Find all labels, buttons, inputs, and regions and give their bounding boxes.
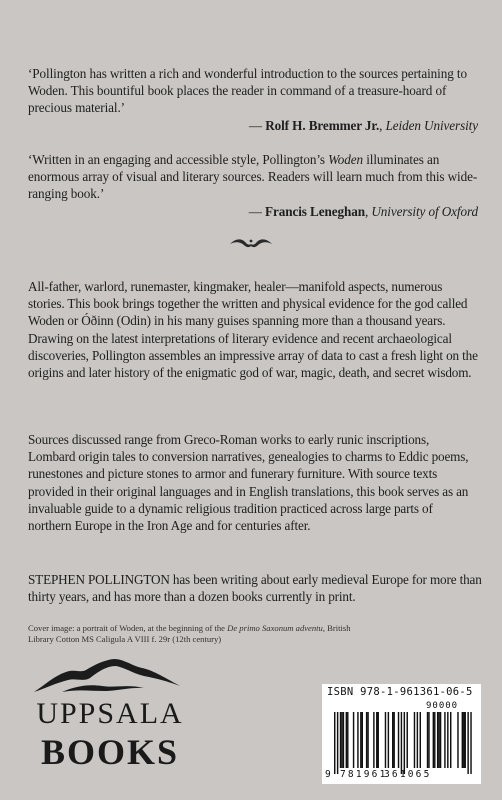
quote-2-text: ‘Written in an engaging and accessible style, Pollington’s Woden illuminates an enormous array of visual and literary sources. Readers will learn much from this wide-ranging book.’ bbox=[28, 152, 478, 201]
barcode-bar bbox=[407, 712, 408, 768]
mountain-logo-icon bbox=[32, 656, 182, 696]
barcode-bar bbox=[388, 712, 389, 768]
author-name: STEPHEN POLLINGTON bbox=[28, 572, 170, 587]
barcode-bar bbox=[444, 712, 445, 768]
quote-1-name: Rolf H. Bremmer Jr. bbox=[265, 118, 380, 133]
barcode-bar bbox=[463, 712, 464, 768]
barcode-panel bbox=[322, 684, 481, 784]
barcode-bar bbox=[404, 712, 405, 774]
description-paragraph-2: Sources discussed range from Greco-Roman works to early runic inscriptions, Lombard origin tales to conversion narratives, genealogies to charms to Eddic poems, runestones and picture stones to armor and funerary furniture. With source texts provided in their original languages and in English translations, this book serves as an invaluable guide to a dynamic religious tradition practiced across large parts of northern Europe in the Iron Age and for centuries after. bbox=[28, 432, 469, 534]
barcode-bar bbox=[398, 712, 399, 768]
publisher-name-line2: BOOKS bbox=[40, 732, 180, 772]
barcode-bar bbox=[467, 712, 468, 774]
barcode-bar bbox=[433, 712, 434, 768]
barcode-bar bbox=[385, 712, 386, 768]
quote-1-attribution: — Rolf H. Bremmer Jr., Leiden University bbox=[248, 118, 478, 133]
barcode-bar bbox=[440, 712, 441, 768]
barcode-bar bbox=[393, 712, 394, 768]
barcode-bar bbox=[420, 712, 421, 768]
barcode-bar bbox=[334, 712, 335, 774]
barcode-bar bbox=[373, 712, 374, 768]
barcode-bar bbox=[343, 712, 344, 768]
ornament-divider-icon bbox=[228, 237, 274, 251]
quote-2-name: Francis Leneghan bbox=[265, 204, 365, 219]
barcode-bar bbox=[340, 712, 341, 768]
barcode-bar bbox=[450, 712, 451, 768]
publisher-name-line1: UPPSALA bbox=[36, 697, 184, 730]
barcode-bar bbox=[434, 712, 435, 768]
ean-left-group: 781961 bbox=[340, 769, 388, 780]
barcode-bar bbox=[337, 712, 338, 774]
quote-1-institution: Leiden University bbox=[385, 118, 478, 133]
barcode-bar bbox=[427, 712, 428, 768]
barcode-bar bbox=[462, 712, 463, 768]
price-code: 90000 bbox=[426, 701, 459, 711]
blurb-quote-2 bbox=[28, 151, 478, 220]
barcode-bar bbox=[417, 712, 418, 768]
barcode-bar bbox=[347, 712, 348, 768]
barcode-bar bbox=[346, 712, 347, 768]
blurb-quote-1 bbox=[28, 65, 478, 134]
barcode-bar bbox=[438, 712, 439, 768]
isbn-label: ISBN 978-1-961361-06-5 bbox=[327, 686, 473, 698]
author-bio: STEPHEN POLLINGTON has been writing about early medieval Europe for more than thirty years, and has more than a dozen books currently in print. bbox=[28, 572, 482, 605]
barcode-bar bbox=[341, 712, 342, 768]
barcode-bar bbox=[428, 712, 429, 768]
publisher-logo bbox=[26, 656, 196, 774]
barcode-bar bbox=[437, 712, 438, 768]
barcode-bar bbox=[353, 712, 354, 768]
barcode-bar bbox=[414, 712, 415, 768]
barcode-bar bbox=[378, 712, 379, 768]
description-paragraph-1: All-father, warlord, runemaster, kingmaker, healer—manifold aspects, numerous stories. This book brings together the written and physical evidence for the god called Woden or Óðinn (Odin) in his many guises spanning more than a thousand years. Drawing on the latest interpretations of literary evidence and recent archaeological discoveries, Pollington assembles an impressive array of data to cast a fresh light on the origins and later history of the enigmatic god of war, magic, death, and secret wisdom. bbox=[28, 279, 478, 381]
quote-2-institution: University of Oxford bbox=[371, 204, 478, 219]
barcode-bar bbox=[447, 712, 448, 768]
barcode-bar bbox=[392, 712, 393, 768]
barcode-bar bbox=[401, 712, 402, 774]
quote-2-attribution: — Francis Leneghan, University of Oxford bbox=[248, 204, 478, 219]
barcode-bar bbox=[360, 712, 361, 768]
barcode-bar bbox=[470, 712, 471, 774]
quote-1-text: ‘Pollington has written a rich and wonderful introduction to the sources pertaining to Woden. This bountiful book places the reader in command of a treasure-hoard of precious material.’ bbox=[28, 66, 467, 115]
barcode-bar bbox=[357, 712, 358, 768]
barcode-bar bbox=[367, 712, 368, 768]
ean-right-group: 361065 bbox=[384, 769, 432, 780]
barcode-bar bbox=[465, 712, 466, 768]
barcode-bar bbox=[457, 712, 458, 768]
barcode-bar bbox=[362, 712, 363, 768]
cover-image-caption: Cover image: a portrait of Woden, at the beginning of the De primo Saxonum adventu, British Library Cotton MS Caligula A VIII f. 29r (12th century) bbox=[28, 623, 351, 644]
ean-first-digit: 9 bbox=[325, 769, 331, 780]
barcode-bar bbox=[376, 712, 377, 768]
barcode-bar bbox=[366, 712, 367, 768]
